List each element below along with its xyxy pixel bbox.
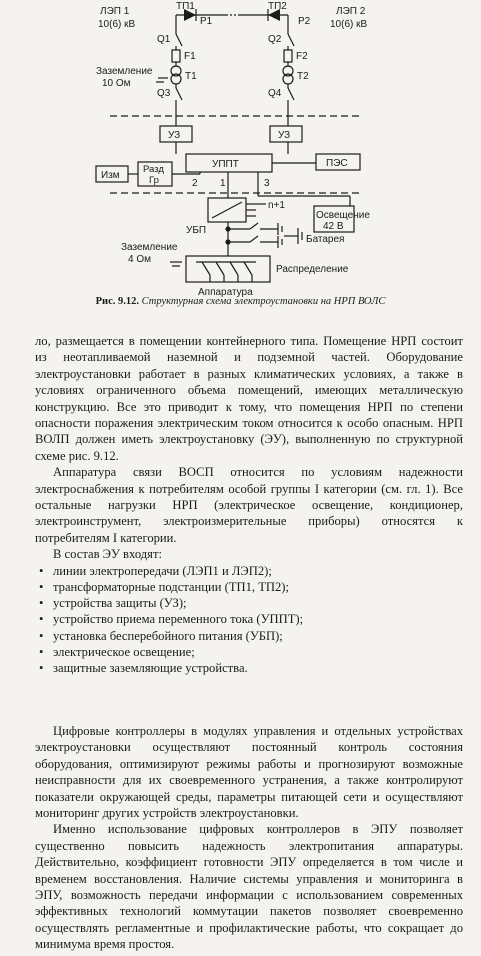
figure-caption-text: Структурная схема электроустановки на НРП ВОЛС bbox=[141, 296, 386, 307]
label-lighting: Освещение bbox=[316, 210, 370, 221]
label-p2: P2 bbox=[298, 16, 311, 27]
list-item: • электрическое освещение; bbox=[39, 644, 463, 660]
label-gr: Гр bbox=[149, 175, 159, 186]
list-item: • защитные заземляющие устройства. bbox=[39, 660, 463, 676]
label-f1: F1 bbox=[184, 51, 196, 62]
paragraph-5: Именно использование цифровых контроллеров в ЭПУ позволяет существенно повысить надежность электропитания аппаратуры. Действительно, коэффициент готовности ЭПУ определяется в том числе и временем восстановления. Наличие системы управления и мониторинга в ЭПУ, возможность передачи информации с использованием современных эффективных технологий коммутации пакетов позволяет своевременно осуществлять регламентные и профилактические работы, что сокращает до минимума время простоя. bbox=[35, 822, 463, 952]
label-lighting-voltage: 42 В bbox=[323, 221, 344, 232]
label-ground1-value: 10 Ом bbox=[102, 78, 131, 89]
label-izm: Изм bbox=[101, 170, 120, 181]
list-item: • линии электропередачи (ЛЭП1 и ЛЭП2); bbox=[39, 563, 463, 579]
list-item: • трансформаторные подстанции (ТП1, ТП2); bbox=[39, 579, 463, 595]
label-lep2-voltage: 10(6) кВ bbox=[330, 19, 368, 30]
paragraph-4: Цифровые контроллеры в модулях управления и отдельных устройствах электроустановки осуществляют постоянный контроль состояния оборудования, оптимизируют режимы работы и прогнозируют возможные неисправности для их своевременного устранения, а также контролируют показатели окружающей среды, параметры питающей сети и осуществляют мониторинг других устройств электроустановки. bbox=[35, 724, 463, 821]
text-block-bottom bbox=[35, 723, 463, 953]
label-apparatus: Аппаратура bbox=[198, 287, 253, 298]
label-ubp: УБП bbox=[186, 225, 207, 236]
label-tp1: ТП1 bbox=[176, 1, 195, 12]
paragraph-1: ло, размещается в помещении контейнерного типа. Помещение НРП состоит из неотапливаемой наземной и подземной частей. Оборудование электроустановки работает в разных климатических условиях, а также в условиях ограниченного объема помещений, имеющих металлическую конструкцию. Все это приводит к тому, что помещения НРП по степени опасности поражения электрическим током относится к особо опасным. НРП ВОЛП должен иметь электроустановку (ЭУ), выполненную по структурной схеме рис. 9.12. bbox=[35, 334, 463, 463]
paragraph-2: Аппаратура связи ВОСП относится по условиям надежности электроснабжения к потребителям особой группы I категории (см. гл. 1). Все остальные нагрузки НРП (электрическое освещение, кондиционер, электроинструмент, электроизмерительные приборы) относятся к потребителям I категории. bbox=[35, 465, 463, 545]
figure-caption bbox=[0, 296, 481, 307]
label-ground2-value: 4 Ом bbox=[128, 254, 151, 265]
label-lep2: ЛЭП 2 bbox=[336, 6, 366, 17]
label-line-2: 2 bbox=[192, 178, 198, 189]
label-distribution: Распределение bbox=[276, 264, 349, 275]
list-item: • устройства защиты (УЗ); bbox=[39, 595, 463, 611]
label-ground2: Заземление bbox=[121, 242, 178, 253]
label-n-plus-1: n+1 bbox=[268, 200, 285, 211]
label-uz-left: УЗ bbox=[168, 130, 181, 141]
label-uz-right: УЗ bbox=[278, 130, 291, 141]
label-q3: Q3 bbox=[157, 88, 171, 99]
label-pes: ПЭС bbox=[326, 158, 348, 169]
text-block-top bbox=[35, 333, 463, 676]
label-lep1: ЛЭП 1 bbox=[100, 6, 130, 17]
label-battery: Батарея bbox=[306, 234, 345, 245]
paragraph-3: В состав ЭУ входят: bbox=[53, 547, 162, 562]
label-ground1: Заземление bbox=[96, 66, 153, 77]
structural-diagram bbox=[0, 0, 481, 300]
label-t2: T2 bbox=[297, 71, 309, 82]
label-q2: Q2 bbox=[268, 34, 282, 45]
label-f2: F2 bbox=[296, 51, 308, 62]
label-q4: Q4 bbox=[268, 88, 282, 99]
label-uppt: УППТ bbox=[212, 159, 239, 170]
label-lep1-voltage: 10(6) кВ bbox=[98, 19, 136, 30]
figure-label: Рис. 9.12. bbox=[95, 296, 139, 307]
label-t1: T1 bbox=[185, 71, 197, 82]
eu-components-list bbox=[35, 563, 463, 676]
list-item: • устройство приема переменного тока (УППТ); bbox=[39, 611, 463, 627]
label-q1: Q1 bbox=[157, 34, 171, 45]
label-line-3: 3 bbox=[264, 178, 270, 189]
label-razd: Разд bbox=[143, 164, 164, 175]
label-line-1: 1 bbox=[220, 178, 226, 189]
list-item: • установка бесперебойного питания (УБП); bbox=[39, 628, 463, 644]
label-p1: P1 bbox=[200, 16, 213, 27]
label-tp2: ТП2 bbox=[268, 1, 287, 12]
